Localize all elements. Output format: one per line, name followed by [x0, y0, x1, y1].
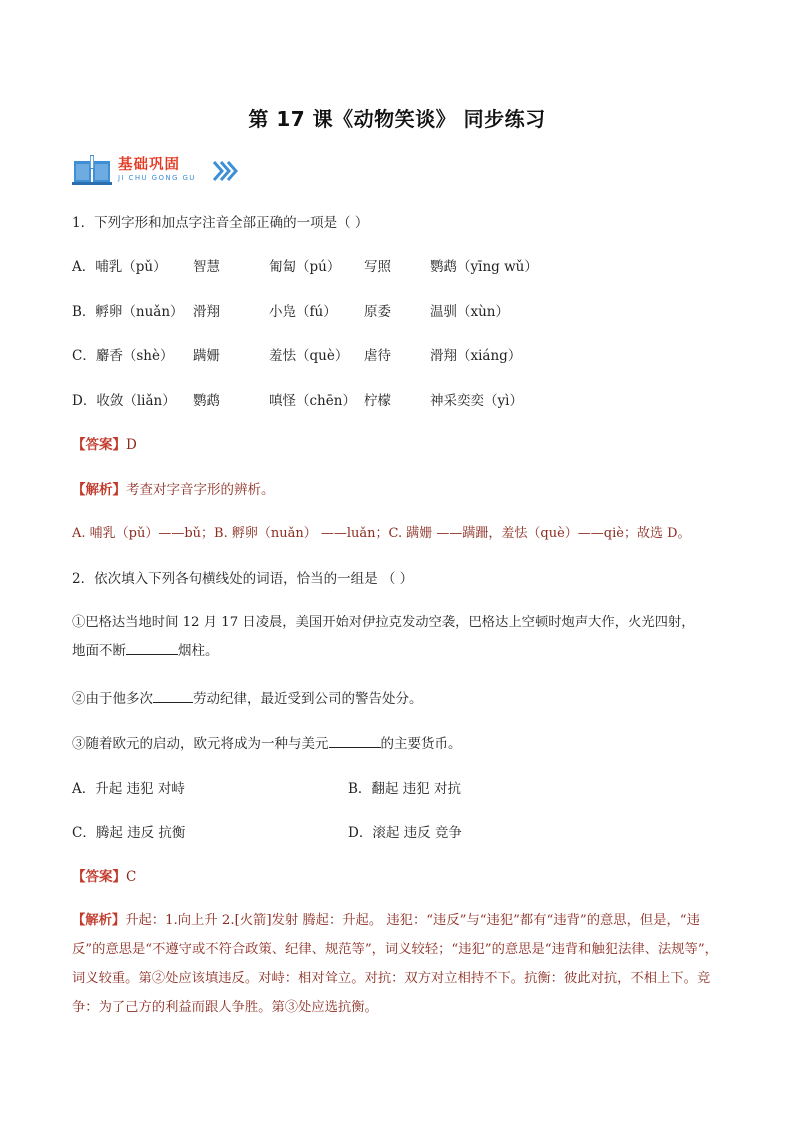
- section-banner: [72, 152, 272, 190]
- analysis-tag: 【解析】: [72, 482, 126, 498]
- answer-value: D: [126, 437, 137, 453]
- question-2-stem: 2．依次填入下列各句横线处的词语，恰当的一组是 （ ）: [72, 571, 414, 587]
- question-2-option-a: A．升起 违犯 对峙: [72, 781, 185, 797]
- document-page: 第 17 课《动物笑谈》 同步练习 基础巩固 JI CHU GONG GU 1．下列字形和加点字注音全部正确的一项是（ ） A．哺乳（pǔ） 智慧 匍匐（pú） 写照 鹦鹉（yīng wǔ） B．孵卵（nuǎn） 滑翔 小凫（fú） 原委 温驯（xùn） C．麝香（shè） 蹒姗 羞怯（què） 虐待 滑翔（xiáng） D．收敛（liǎn） 鹦鹉 嗔怪（chēn） 柠檬 神采奕奕（yì） 【答案】D 【解析】考查对字音字形的辨析。 A. 哺乳（pǔ）——bǔ；B. 孵卵（nuǎn） ——luǎn；C. 蹒姗 ——蹒跚，羞怯（què）——qiè；故选 D。 2．依次填入下列各句横线处的词语，恰当的一组是 （ ） ①巴格达当地时间 12 月 17 日凌晨，美国开始对伊拉克发动空袭，巴格达上空顿时炮声大作，火光四射， 地面不断 烟柱。 ②由于他多次 劳动纪律，最近受到公司的警告处分。 ③随着欧元的启动，欧元将成为一种与美元 的主要货币。 A．升起 违犯 对峙 B．翻起 违犯 对抗 C．腾起 违反 抗衡 D．滚起 违反 竞争 【答案】C 【解析】升起：1.向上升 2.[火箭]发射 腾起：升起。 违犯：“违反”与“违犯”都有“违背”的意思，但是，“违反”的意思是“不遵守或不符合政策、纪律、规范等”，词义较轻；“违犯”的意思是“违背和触犯法律、法规等”，词义较重。第②处应该填违反。对峙：相对耸立。对抗：双方对立相持不下。抗衡：彼此对抗，不相上下。竞争：为了己方的利益而跟人争胜。第③处应选抗衡。: [0, 0, 794, 1123]
- banner-subtitle: JI CHU GONG GU: [118, 174, 196, 182]
- question-1-detail: A. 哺乳（pǔ）——bǔ；B. 孵卵（nuǎn） ——luǎn；C. 蹒姗 ——蹒跚，羞怯（què）——qiè；故选 D。: [72, 526, 691, 541]
- fill-blank-3: [329, 735, 381, 748]
- double-chevron-icon: [212, 160, 238, 182]
- question-2-analysis: [72, 906, 724, 1022]
- banner-title: 基础巩固: [118, 157, 180, 173]
- question-2-option-b: B．翻起 违犯 对抗: [348, 781, 462, 797]
- answer-tag: 【答案】: [72, 869, 126, 885]
- book-icon: [72, 155, 112, 185]
- question-2-sentence-2: ②由于他多次 劳动纪律，最近受到公司的警告处分。: [72, 691, 423, 707]
- answer-value: C: [126, 869, 137, 885]
- page-title: 第 17 课《动物笑谈》 同步练习: [248, 107, 546, 131]
- question-2-sentence-3: ③随着欧元的启动，欧元将成为一种与美元 的主要货币。: [72, 736, 462, 752]
- analysis-tag: 【解析】: [72, 913, 126, 928]
- question-1-stem: 1．下列字形和加点字注音全部正确的一项是（ ）: [72, 215, 369, 231]
- question-2-option-d: D．滚起 违反 竞争: [348, 825, 462, 841]
- answer-tag: 【答案】: [72, 437, 126, 453]
- fill-blank-2: [153, 690, 193, 703]
- question-2-sentence-1: ①巴格达当地时间 12 月 17 日凌晨，美国开始对伊拉克发动空袭，巴格达上空顿时炮声大作，火光四射， 地面不断 烟柱。: [72, 615, 695, 659]
- question-1-analysis: [72, 481, 275, 499]
- fill-blank-1: [126, 642, 178, 655]
- question-2-answer: [72, 868, 136, 886]
- analysis-text: 考查对字音字形的辨析。: [126, 482, 275, 498]
- analysis-text: 升起：1.向上升 2.[火箭]发射 腾起：升起。 违犯：“违反”与“违犯”都有“违背”的意思，但是，“违反”的意思是“不遵守或不符合政策、纪律、规范等”，词义较轻；“违犯”的意思是“违背和触犯法律、法规等”，词义较重。第②处应该填违反。对峙：相对耸立。对抗：双方对立相持不下。抗衡：彼此对抗，不相上下。竞争：为了己方的利益而跟人争胜。第③处应选抗衡。: [72, 913, 718, 1015]
- question-1-answer: [72, 436, 137, 454]
- question-2-option-c: C．腾起 违反 抗衡: [72, 825, 186, 841]
